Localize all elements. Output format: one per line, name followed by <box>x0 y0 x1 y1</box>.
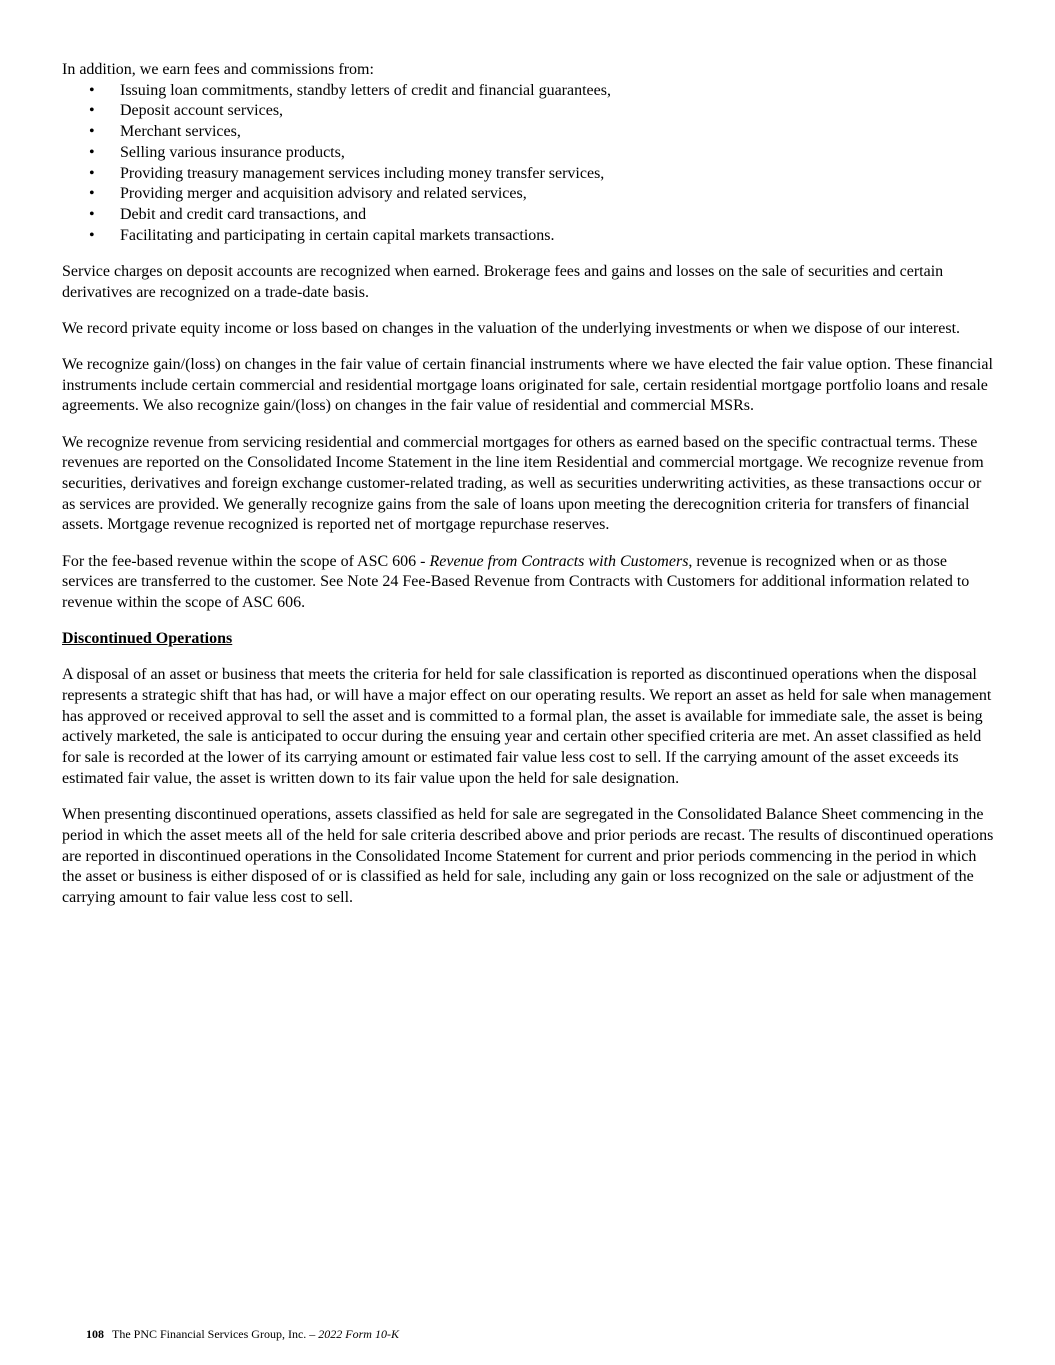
page-number: 108 <box>86 1327 104 1341</box>
bullet-icon: • <box>89 185 95 203</box>
list-item: • Debit and credit card transactions, and <box>62 205 994 226</box>
bullet-icon: • <box>89 164 95 182</box>
private-equity-paragraph: We record private equity income or loss based on changes in the valuation of the underlying investments or when we dispose of our interest. <box>62 319 961 337</box>
bullet-icon: • <box>89 226 95 244</box>
fees-list <box>62 81 994 247</box>
footer-form: 2022 Form 10-K <box>318 1327 399 1341</box>
document-page <box>62 60 994 909</box>
bullet-icon: • <box>89 123 95 141</box>
service-charges-paragraph: Service charges on deposit accounts are recognized when earned. Brokerage fees and gains and losses on the sale of securities and certain derivatives are recognized on a trade-date basis. <box>62 262 944 301</box>
page-footer <box>86 1326 399 1342</box>
asc-606-title: Revenue from Contracts with Customers <box>429 552 689 570</box>
mortgage-revenue-paragraph: We recognize revenue from servicing residential and commercial mortgages for others as earned based on the specific contractual terms. These revenues are reported on the Consolidated Income Statement in the line item Residential and commercial mortgage. We recognize revenue from securities, derivatives and foreign exchange customer-related trading, as well as securities underwriting activities, as these transactions occur or as services are provided. We generally recognize gains from the sale of loans upon meeting the derecognition criteria for transfers of financial assets. Mortgage revenue recognized is reported net of mortgage repurchase reserves. <box>62 433 984 534</box>
bullet-icon: • <box>89 143 95 161</box>
list-item: • Deposit account services, <box>62 101 994 122</box>
list-item: • Providing treasury management services including money transfer services, <box>62 164 994 185</box>
disposal-paragraph: A disposal of an asset or business that meets the criteria for held for sale classification is reported as discontinued operations when the disposal represents a strategic shift that has had, or will have a major effect on our operating results. We report an asset as held for sale when management has approved or received approval to sell the asset and is committed to a formal plan, the asset is available for immediate sale, the asset is being actively marketed, the sale is anticipated to occur during the ensuing year and certain other specified criteria are met. An asset classified as held for sale is recorded at the lower of its carrying amount or estimated fair value less cost to sell. If the carrying amount of the asset exceeds its estimated fair value, the asset is written down to its fair value upon the held for sale designation. <box>62 666 992 787</box>
bullet-icon: • <box>89 205 95 223</box>
presentation-paragraph: When presenting discontinued operations, assets classified as held for sale are segregated in the Consolidated Balance Sheet commencing in the period in which the asset meets all of the held for sale criteria described above and prior periods are recast. The results of discontinued operations are reported in discontinued operations in the Consolidated Income Statement for current and prior periods commencing in the period in which the asset or business is either disposed of or is classified as held for sale, including any gain or loss recognized on the sale or adjustment of the carrying amount to fair value less cost to sell. <box>62 806 994 906</box>
bullet-icon: • <box>89 81 95 99</box>
footer-company: The PNC Financial Services Group, Inc. – <box>112 1327 319 1341</box>
section-heading: Discontinued Operations <box>62 630 233 648</box>
list-item: • Selling various insurance products, <box>62 143 994 164</box>
list-item: • Merchant services, <box>62 122 994 143</box>
list-item: • Issuing loan commitments, standby letters of credit and financial guarantees, <box>62 81 994 102</box>
list-item: • Facilitating and participating in certain capital markets transactions. <box>62 226 994 247</box>
list-item: • Providing merger and acquisition advisory and related services, <box>62 184 994 205</box>
fair-value-paragraph: We recognize gain/(loss) on changes in the fair value of certain financial instruments where we have elected the fair value option. These financial instruments include certain commercial and residential mortgage loans originated for sale, certain residential mortgage portfolio loans and resale agreements. We also recognize gain/(loss) on changes in the fair value of residential and commercial MSRs. <box>62 355 993 415</box>
bullet-icon: • <box>89 102 95 120</box>
asc-606-paragraph: For the fee-based revenue within the scope of ASC 606 - Revenue from Contracts with Customers, revenue is recognized when or as those services are transferred to the customer. See Note 24 Fee-Based Revenue from Contracts with Customers for additional information related to revenue within the scope of ASC 606. <box>62 552 970 611</box>
fees-intro: In addition, we earn fees and commissions from: <box>62 61 374 78</box>
